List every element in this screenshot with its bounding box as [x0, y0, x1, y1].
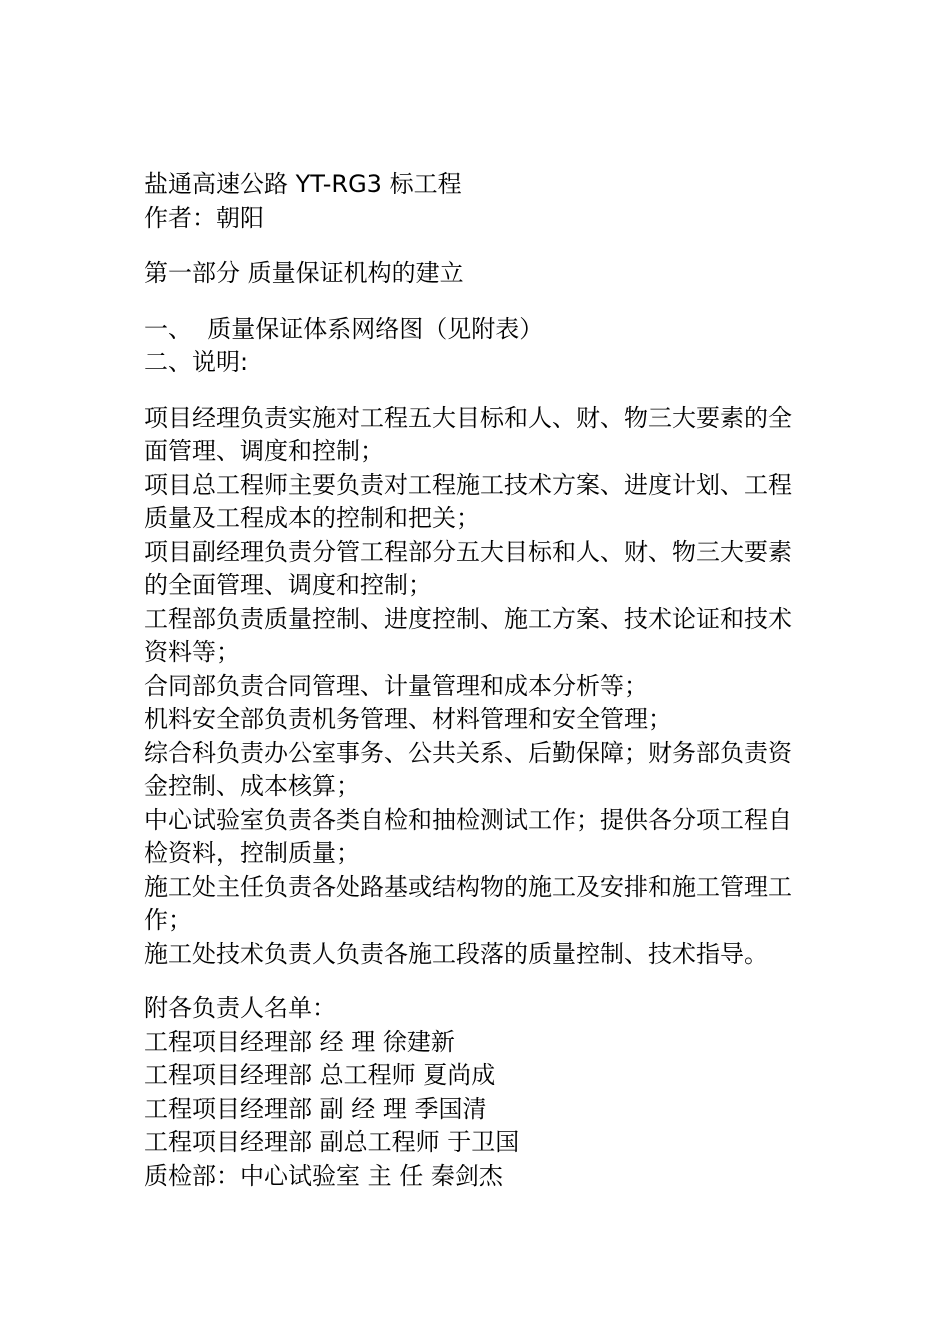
duty-paragraph: 机料安全部负责机务管理、材料管理和安全管理； [144, 705, 672, 733]
outline-item: 二、说明: [144, 348, 249, 376]
document-author: 作者：朝阳 [144, 203, 264, 232]
spacer [144, 380, 804, 402]
duty-paragraph: 项目经理负责实施对工程五大目标和人、财、物三大要素的全面管理、调度和控制； [144, 403, 792, 465]
roster-list [144, 992, 804, 1193]
document-page [144, 168, 804, 1193]
roster-entry: 工程项目经理部 副 经 理 季国清 [144, 1094, 487, 1123]
roster-heading: 附各负责人名单： [144, 994, 336, 1022]
spacer [144, 291, 804, 313]
roster-entry: 工程项目经理部 总工程师 夏尚成 [144, 1061, 496, 1089]
duty-paragraph: 工程部负责质量控制、进度控制、施工方案、技术论证和技术资料等； [144, 604, 792, 666]
duty-paragraph: 施工处主任负责各处路基或结构物的施工及安排和施工管理工作； [144, 872, 792, 934]
duty-paragraph: 综合科负责办公室事务、公共关系、后勤保障；财务部负责资金控制、成本核算； [144, 738, 792, 800]
document-title: 盐通高速公路 YT-RG3 标工程 [144, 170, 462, 198]
duty-paragraph: 施工处技术负责人负责各施工段落的质量控制、技术指导。 [144, 939, 768, 968]
duties-list [144, 402, 804, 972]
roster-entry: 工程项目经理部 经 理 徐建新 [144, 1027, 455, 1056]
duty-paragraph: 合同部负责合同管理、计量管理和成本分析等； [144, 671, 648, 700]
duty-paragraph: 中心试验室负责各类自检和抽检测试工作；提供各分项工程自检资料，控制质量； [144, 805, 792, 867]
spacer [144, 971, 804, 992]
duty-paragraph: 项目总工程师主要负责对工程施工技术方案、进度计划、工程质量及工程成本的控制和把关； [144, 470, 792, 532]
roster-entry: 工程项目经理部 副总工程师 于卫国 [144, 1128, 520, 1156]
spacer [144, 235, 804, 257]
part-heading: 第一部分 质量保证机构的建立 [144, 259, 464, 287]
outline-item: 一、 质量保证体系网络图（见附表） [144, 314, 544, 343]
roster-entry: 质检部：中心试验室 主 任 秦剑杰 [144, 1161, 503, 1190]
duty-paragraph: 项目副经理负责分管工程部分五大目标和人、财、物三大要素的全面管理、调度和控制； [144, 537, 792, 599]
